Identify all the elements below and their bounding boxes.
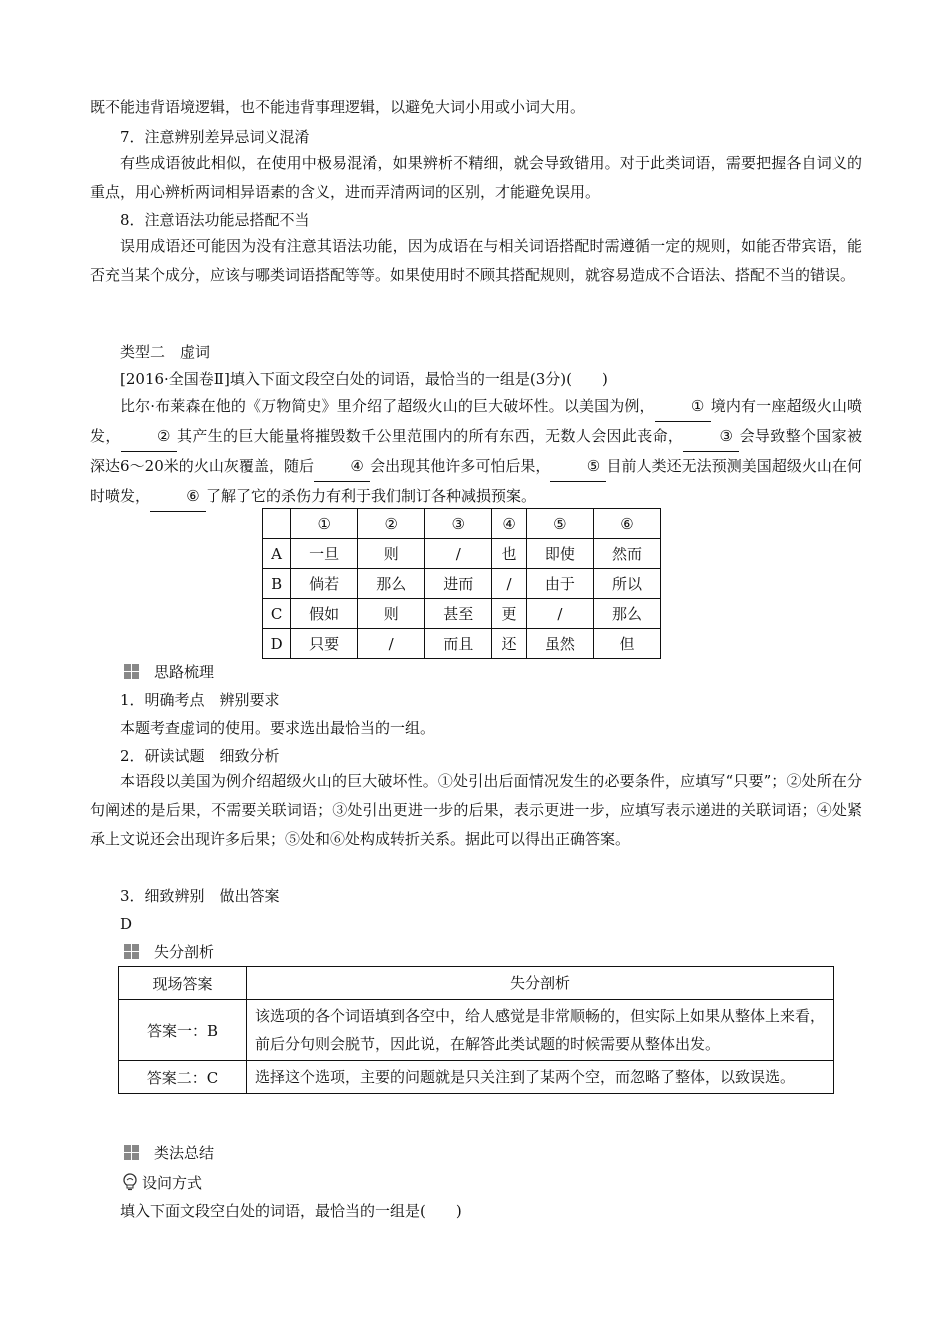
table-cell: 所以: [593, 569, 660, 599]
table-cell: 由于: [526, 569, 593, 599]
table-cell: ④: [492, 509, 527, 539]
blank-1: ①: [655, 392, 711, 422]
options-table: [262, 508, 661, 659]
table-cell: 甚至: [425, 599, 492, 629]
table-cell: B: [263, 569, 291, 599]
analysis-step-1: 1．明确考点 辨别要求: [120, 691, 280, 709]
table-cell: 那么: [593, 599, 660, 629]
paragraph-intro: 既不能违背语境逻辑，也不能违背事理逻辑，以避免大词小用或小词大用。: [90, 98, 586, 116]
table-cell: [263, 509, 291, 539]
analysis-title: 思路梳理: [154, 663, 215, 681]
question-stem: [2016·全国卷Ⅱ]填入下面文段空白处的词语，最恰当的一组是(3分)( ): [120, 370, 608, 388]
table-row: [263, 599, 661, 629]
heading-8: 8．注意语法功能忌搭配不当: [120, 211, 310, 229]
table-cell: /: [425, 539, 492, 569]
paragraph-7: 有些成语彼此相似，在使用中极易混淆，如果辨析不精细，就会导致错用。对于此类词语，需要把握各自词义的重点，用心辨析两词相异语素的含义，进而弄清两词的区别，才能避免误用。: [90, 154, 862, 201]
table-cell: 该选项的各个词语填到各空中，给人感觉是非常顺畅的，但实际上如果从整体上来看，前后分句则会脱节，因此说，在解答此类试题的时候需要从整体出发。: [247, 1000, 834, 1061]
section-square-icon: [124, 664, 139, 679]
section-square-icon: [124, 1145, 139, 1160]
section-type-2: 类型二 虚词: [120, 343, 211, 361]
table-row: [263, 629, 661, 659]
table-cell: 则: [358, 539, 425, 569]
blank-3: ③: [683, 422, 739, 452]
table-cell: 选择这个选项，主要的问题就是只关注到了某两个空，而忽略了整体，以致误选。: [247, 1061, 834, 1094]
table-cell: 还: [492, 629, 527, 659]
loss-title: 失分剖析: [154, 943, 215, 961]
blank-6: ⑥: [150, 482, 206, 512]
table-cell: 一旦: [291, 539, 358, 569]
table-cell: 答案二：C: [119, 1061, 247, 1094]
analysis-step-1-text: 本题考查虚词的使用。要求选出最恰当的一组。: [120, 719, 436, 737]
table-cell: /: [358, 629, 425, 659]
table-cell: 进而: [425, 569, 492, 599]
table-cell: 而且: [425, 629, 492, 659]
table-cell: A: [263, 539, 291, 569]
paragraph-8: 误用成语还可能因为没有注意其语法功能，因为成语在与相关词语搭配时需遵循一定的规则，如能否带宾语，能否充当某个成分，应该与哪类词语搭配等等。如果使用时不顾其搭配规则，就容易造成不合语法、搭配不当的错误。: [90, 237, 862, 284]
table-cell: D: [263, 629, 291, 659]
heading-7: 7．注意辨别差异忌词义混淆: [120, 128, 310, 146]
table-header-cell: 现场答案: [119, 967, 247, 1000]
table-cell: 更: [492, 599, 527, 629]
table-header-cell: 失分剖析: [247, 967, 834, 1000]
lightbulb-icon: [121, 1172, 139, 1192]
table-cell: /: [492, 569, 527, 599]
table-cell: ⑤: [526, 509, 593, 539]
table-cell: 那么: [358, 569, 425, 599]
table-header-row: [263, 509, 661, 539]
table-cell: 假如: [291, 599, 358, 629]
table-cell: 但: [593, 629, 660, 659]
table-cell: C: [263, 599, 291, 629]
table-cell: 只要: [291, 629, 358, 659]
table-cell: 也: [492, 539, 527, 569]
table-cell: 然而: [593, 539, 660, 569]
table-row: [263, 569, 661, 599]
table-cell: 即使: [526, 539, 593, 569]
analysis-step-3: 3．细致辨别 做出答案: [120, 887, 280, 905]
table-cell: 虽然: [526, 629, 593, 659]
loss-analysis-table: [118, 966, 834, 1094]
table-row: [263, 539, 661, 569]
table-header-row: [119, 967, 834, 1000]
table-cell: 答案一：B: [119, 1000, 247, 1061]
section-square-icon: [124, 944, 139, 959]
answer-value: D: [120, 915, 133, 933]
blank-2: ②: [121, 422, 177, 452]
table-cell: 则: [358, 599, 425, 629]
table-cell: /: [526, 599, 593, 629]
table-row: [119, 1061, 834, 1094]
analysis-step-2-text: 本语段以美国为例介绍超级火山的巨大破坏性。①处引出后面情况发生的必要条件，应填写“只要”；②处所在分句阐述的是后果，不需要关联词语；③处引出更进一步的后果，表示更进一步，应填写表示递进的关联词语；④处紧承上文说还会出现许多后果；⑤处和⑥处构成转折关系。据此可以得出正确答案。: [90, 772, 862, 848]
blank-5: ⑤: [550, 452, 606, 482]
blank-4: ④: [314, 452, 370, 482]
table-row: [119, 1000, 834, 1061]
table-cell: ⑥: [593, 509, 660, 539]
table-cell: ①: [291, 509, 358, 539]
table-cell: ③: [425, 509, 492, 539]
table-cell: 倘若: [291, 569, 358, 599]
summary-title: 类法总结: [154, 1144, 215, 1162]
summary-subtitle: 设问方式: [142, 1174, 203, 1192]
table-cell: ②: [358, 509, 425, 539]
analysis-step-2: 2．研读试题 细致分析: [120, 747, 280, 765]
question-passage: 比尔·布莱森在他的《万物简史》里介绍了超级火山的巨大破坏性。以美国为例， ① 境内有一座超级火山喷发， ② 其产生的巨大能量将摧毁数千公里范围内的所有东西，无数人会因此丧命， ③ 会导致整个国家被深达6～20米的火山灰覆盖，随后 ④ 会出现其他许多可怕后果， ⑤ 目前人类还无法预测美国超级火山在何时喷发， ⑥ 了解了它的杀伤力有利于我们制订各种减损预案。: [90, 392, 862, 512]
summary-text: 填入下面文段空白处的词语，最恰当的一组是( ): [120, 1202, 462, 1220]
